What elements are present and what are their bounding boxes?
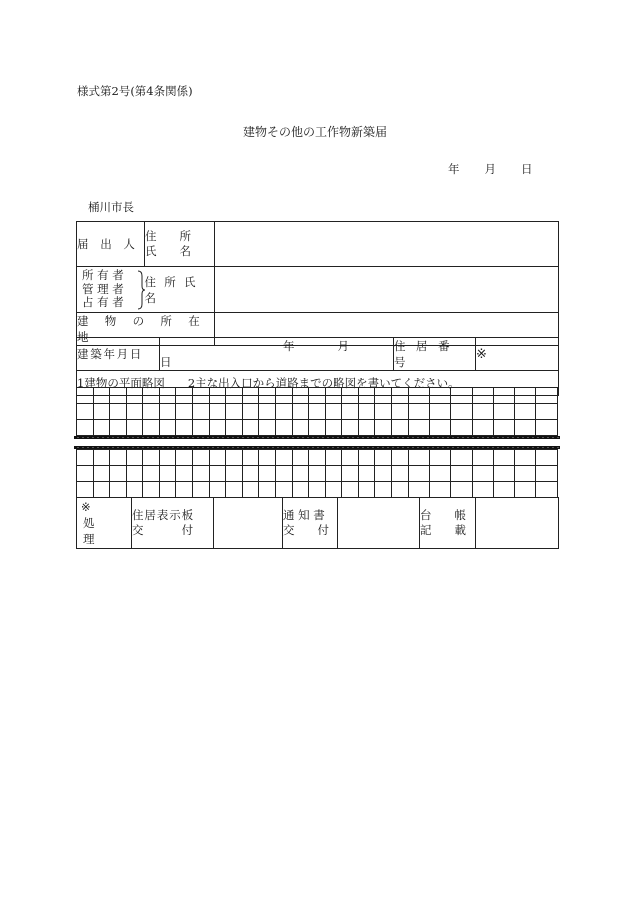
grid-cell[interactable] bbox=[259, 420, 276, 436]
grid-cell[interactable] bbox=[451, 404, 472, 420]
grid-cell[interactable] bbox=[325, 404, 342, 420]
grid-cell[interactable] bbox=[275, 450, 292, 466]
grid-cell[interactable] bbox=[209, 450, 226, 466]
processing-table bbox=[76, 497, 559, 549]
grid-cell[interactable] bbox=[536, 404, 558, 420]
brace-icon bbox=[137, 270, 145, 310]
grid-cell[interactable] bbox=[309, 482, 326, 498]
grid-cell[interactable] bbox=[242, 420, 259, 436]
grid-cell[interactable] bbox=[325, 450, 342, 466]
owner-row bbox=[77, 267, 559, 313]
grid-cell[interactable] bbox=[226, 450, 243, 466]
construction-year: 年 bbox=[283, 339, 295, 353]
grid-cell[interactable] bbox=[429, 420, 450, 436]
address-number-label: 住 居 番 号 bbox=[394, 338, 476, 371]
grid-cell[interactable] bbox=[358, 450, 375, 466]
grid-cell[interactable] bbox=[493, 450, 514, 466]
grid-cell[interactable] bbox=[110, 450, 127, 466]
grid-cell[interactable] bbox=[472, 450, 493, 466]
grid-cell[interactable] bbox=[493, 388, 514, 404]
construction-date-value[interactable] bbox=[160, 338, 394, 371]
processing-kome: ※ bbox=[81, 500, 91, 514]
grid-cell[interactable] bbox=[493, 466, 514, 482]
grid-cell[interactable] bbox=[242, 450, 259, 466]
grid-cell[interactable] bbox=[391, 482, 408, 498]
grid-cell[interactable] bbox=[515, 466, 536, 482]
grid-cell[interactable] bbox=[325, 388, 342, 404]
grid-cell[interactable] bbox=[325, 482, 342, 498]
grid-cell[interactable] bbox=[110, 466, 127, 482]
address-number-value[interactable]: ※ bbox=[476, 338, 559, 371]
grid-cell[interactable] bbox=[292, 450, 309, 466]
grid-cell[interactable] bbox=[126, 450, 143, 466]
owner-categories bbox=[77, 267, 145, 313]
grid-cell[interactable] bbox=[515, 482, 536, 498]
grid-row bbox=[77, 404, 558, 420]
grid-row bbox=[77, 388, 558, 404]
ledger-line1: 台 帳 bbox=[420, 508, 466, 522]
grid-cell[interactable] bbox=[93, 450, 110, 466]
sketch-grid-upper[interactable] bbox=[76, 387, 558, 436]
grid-cell[interactable] bbox=[391, 420, 408, 436]
grid-cell[interactable] bbox=[110, 388, 127, 404]
location-label: 建 物 の 所 在 地 bbox=[77, 313, 215, 346]
date-month: 月 bbox=[484, 162, 496, 176]
grid-cell[interactable] bbox=[408, 466, 429, 482]
grid-cell[interactable] bbox=[292, 482, 309, 498]
date-day: 日 bbox=[521, 162, 533, 176]
grid-cell[interactable] bbox=[472, 420, 493, 436]
grid-cell[interactable] bbox=[110, 404, 127, 420]
grid-cell[interactable] bbox=[77, 482, 94, 498]
construction-month: 月 bbox=[337, 339, 349, 353]
grid-cell[interactable] bbox=[451, 388, 472, 404]
grid-cell[interactable] bbox=[259, 404, 276, 420]
processing-label: 処 理 bbox=[83, 516, 118, 546]
grid-cell[interactable] bbox=[110, 420, 127, 436]
grid-cell[interactable] bbox=[226, 420, 243, 436]
grid-cell[interactable] bbox=[429, 450, 450, 466]
grid-cell[interactable] bbox=[126, 388, 143, 404]
grid-cell[interactable] bbox=[159, 404, 176, 420]
grid-cell[interactable] bbox=[536, 388, 558, 404]
grid-cell[interactable] bbox=[429, 404, 450, 420]
grid-cell[interactable] bbox=[176, 482, 193, 498]
owner-address-name-label: 住 所 氏 名 bbox=[145, 267, 215, 313]
grid-cell[interactable] bbox=[408, 388, 429, 404]
grid-cell[interactable] bbox=[515, 450, 536, 466]
grid-cell[interactable] bbox=[451, 466, 472, 482]
grid-cell[interactable] bbox=[93, 466, 110, 482]
grid-cell[interactable] bbox=[408, 420, 429, 436]
grid-cell[interactable] bbox=[77, 388, 94, 404]
grid-cell[interactable] bbox=[375, 482, 392, 498]
grid-cell[interactable] bbox=[209, 466, 226, 482]
grid-cell[interactable] bbox=[342, 466, 359, 482]
grid-cell[interactable] bbox=[358, 482, 375, 498]
applicant-label: 届 出 人 bbox=[77, 222, 145, 267]
grid-cell[interactable] bbox=[77, 466, 94, 482]
grid-cell[interactable] bbox=[159, 466, 176, 482]
grid-cell[interactable] bbox=[77, 450, 94, 466]
grid-cell[interactable] bbox=[259, 482, 276, 498]
grid-cell[interactable] bbox=[292, 404, 309, 420]
grid-cell[interactable] bbox=[536, 482, 558, 498]
owner-value[interactable] bbox=[215, 267, 559, 313]
grid-cell[interactable] bbox=[451, 482, 472, 498]
grid-cell[interactable] bbox=[193, 450, 210, 466]
grid-cell[interactable] bbox=[193, 420, 210, 436]
grid-cell[interactable] bbox=[226, 482, 243, 498]
grid-cell[interactable] bbox=[342, 482, 359, 498]
grid-cell[interactable] bbox=[93, 404, 110, 420]
grid-cell[interactable] bbox=[472, 482, 493, 498]
application-form bbox=[76, 221, 559, 346]
grid-cell[interactable] bbox=[358, 404, 375, 420]
grid-cell[interactable] bbox=[275, 404, 292, 420]
grid-cell[interactable] bbox=[375, 388, 392, 404]
grid-cell[interactable] bbox=[515, 388, 536, 404]
grid-row bbox=[77, 420, 558, 436]
grid-cell[interactable] bbox=[292, 420, 309, 436]
grid-cell[interactable] bbox=[358, 420, 375, 436]
construction-date-label: 建築年月日 bbox=[77, 338, 160, 371]
grid-cell[interactable] bbox=[493, 404, 514, 420]
grid-cell[interactable] bbox=[242, 466, 259, 482]
grid-cell[interactable] bbox=[309, 420, 326, 436]
document-title: 建物その他の工作物新築届 bbox=[242, 125, 387, 139]
grid-cell[interactable] bbox=[358, 466, 375, 482]
grid-cell[interactable] bbox=[193, 466, 210, 482]
grid-cell[interactable] bbox=[536, 420, 558, 436]
grid-cell[interactable] bbox=[77, 404, 94, 420]
grid-cell[interactable] bbox=[193, 482, 210, 498]
grid-cell[interactable] bbox=[126, 466, 143, 482]
grid-cell[interactable] bbox=[391, 388, 408, 404]
processing-label-cell bbox=[77, 498, 132, 549]
grid-cell[interactable] bbox=[309, 450, 326, 466]
grid-cell[interactable] bbox=[176, 404, 193, 420]
grid-cell[interactable] bbox=[176, 388, 193, 404]
sketch-instruction: 1建物の平面略図 2主な出入口から道路までの略図を書いてください。 bbox=[77, 371, 559, 396]
grid-cell[interactable] bbox=[176, 450, 193, 466]
ledger-label bbox=[420, 498, 476, 549]
construction-date-row bbox=[77, 338, 559, 371]
ledger-value[interactable] bbox=[476, 498, 559, 549]
grid-cell[interactable] bbox=[126, 482, 143, 498]
grid-cell[interactable] bbox=[193, 404, 210, 420]
grid-cell[interactable] bbox=[429, 388, 450, 404]
grid-cell[interactable] bbox=[472, 388, 493, 404]
grid-cell[interactable] bbox=[242, 404, 259, 420]
grid-cell[interactable] bbox=[309, 466, 326, 482]
grid-cell[interactable] bbox=[408, 450, 429, 466]
grid-cell[interactable] bbox=[209, 388, 226, 404]
grid-cell[interactable] bbox=[209, 420, 226, 436]
grid-cell[interactable] bbox=[342, 420, 359, 436]
notice-line2: 交 付 bbox=[283, 523, 329, 537]
processing-row bbox=[77, 498, 559, 549]
grid-cell[interactable] bbox=[536, 466, 558, 482]
owner-label: 所 有 者 bbox=[82, 268, 124, 283]
sketch-grid-lower[interactable] bbox=[76, 449, 558, 498]
grid-cell[interactable] bbox=[143, 466, 160, 482]
grid-cell[interactable] bbox=[93, 482, 110, 498]
address-plate-line1: 住居表示板 bbox=[132, 508, 195, 522]
grid-cell[interactable] bbox=[391, 404, 408, 420]
grid-cell[interactable] bbox=[143, 420, 160, 436]
grid-cell[interactable] bbox=[391, 450, 408, 466]
grid-cell[interactable] bbox=[429, 482, 450, 498]
grid-cell[interactable] bbox=[259, 450, 276, 466]
address-plate-label bbox=[132, 498, 214, 549]
form-number: 様式第2号(第4条関係) bbox=[77, 84, 193, 98]
grid-cell[interactable] bbox=[226, 466, 243, 482]
grid-row bbox=[77, 482, 558, 498]
grid-cell[interactable] bbox=[275, 420, 292, 436]
grid-cell[interactable] bbox=[342, 450, 359, 466]
grid-cell[interactable] bbox=[493, 482, 514, 498]
occupant-label: 占 有 者 bbox=[82, 295, 124, 310]
grid-row bbox=[77, 450, 558, 466]
cut-line-upper bbox=[74, 436, 560, 439]
grid-cell[interactable] bbox=[193, 388, 210, 404]
grid-cell[interactable] bbox=[143, 388, 160, 404]
applicant-row bbox=[77, 222, 559, 267]
grid-cell[interactable] bbox=[515, 420, 536, 436]
grid-cell[interactable] bbox=[515, 404, 536, 420]
name-label: 氏 名 bbox=[145, 244, 191, 258]
grid-cell[interactable] bbox=[143, 404, 160, 420]
grid-cell[interactable] bbox=[451, 450, 472, 466]
grid-cell[interactable] bbox=[275, 466, 292, 482]
grid-cell[interactable] bbox=[342, 388, 359, 404]
grid-cell[interactable] bbox=[126, 420, 143, 436]
grid-cell[interactable] bbox=[93, 420, 110, 436]
grid-cell[interactable] bbox=[110, 482, 127, 498]
notice-label bbox=[283, 498, 338, 549]
address-plate-value[interactable] bbox=[214, 498, 283, 549]
grid-cell[interactable] bbox=[429, 466, 450, 482]
submission-date bbox=[448, 161, 533, 177]
grid-cell[interactable] bbox=[159, 388, 176, 404]
recipient: 桶川市長 bbox=[88, 200, 134, 214]
grid-cell[interactable] bbox=[358, 388, 375, 404]
grid-cell[interactable] bbox=[472, 466, 493, 482]
grid-cell[interactable] bbox=[126, 404, 143, 420]
grid-cell[interactable] bbox=[325, 420, 342, 436]
manager-label: 管 理 者 bbox=[82, 281, 124, 296]
address-plate-line2: 交 付 bbox=[132, 523, 195, 537]
applicant-value[interactable] bbox=[215, 222, 559, 267]
grid-cell[interactable] bbox=[93, 388, 110, 404]
grid-cell[interactable] bbox=[375, 466, 392, 482]
grid-cell[interactable] bbox=[292, 388, 309, 404]
notice-line1: 通 知 書 bbox=[283, 508, 325, 522]
grid-cell[interactable] bbox=[275, 388, 292, 404]
applicant-field-labels bbox=[145, 222, 215, 267]
construction-day: 日 bbox=[160, 355, 172, 369]
grid-cell[interactable] bbox=[259, 466, 276, 482]
grid-cell[interactable] bbox=[275, 482, 292, 498]
grid-cell[interactable] bbox=[159, 482, 176, 498]
notice-value[interactable] bbox=[338, 498, 420, 549]
grid-cell[interactable] bbox=[309, 404, 326, 420]
grid-cell[interactable] bbox=[309, 388, 326, 404]
grid-cell[interactable] bbox=[143, 482, 160, 498]
grid-cell[interactable] bbox=[472, 404, 493, 420]
grid-cell[interactable] bbox=[176, 420, 193, 436]
date-year: 年 bbox=[448, 162, 460, 176]
grid-cell[interactable] bbox=[391, 466, 408, 482]
grid-cell[interactable] bbox=[375, 404, 392, 420]
grid-cell[interactable] bbox=[375, 450, 392, 466]
grid-cell[interactable] bbox=[226, 404, 243, 420]
grid-cell[interactable] bbox=[209, 482, 226, 498]
grid-cell[interactable] bbox=[77, 420, 94, 436]
grid-cell[interactable] bbox=[342, 404, 359, 420]
grid-row bbox=[77, 466, 558, 482]
grid-cell[interactable] bbox=[242, 388, 259, 404]
grid-cell[interactable] bbox=[493, 420, 514, 436]
grid-cell[interactable] bbox=[536, 450, 558, 466]
grid-cell[interactable] bbox=[408, 482, 429, 498]
grid-cell[interactable] bbox=[259, 388, 276, 404]
grid-cell[interactable] bbox=[292, 466, 309, 482]
grid-cell[interactable] bbox=[143, 450, 160, 466]
grid-cell[interactable] bbox=[159, 420, 176, 436]
grid-cell[interactable] bbox=[209, 404, 226, 420]
grid-cell[interactable] bbox=[159, 450, 176, 466]
grid-cell[interactable] bbox=[375, 420, 392, 436]
grid-cell[interactable] bbox=[242, 482, 259, 498]
grid-cell[interactable] bbox=[325, 466, 342, 482]
grid-cell[interactable] bbox=[408, 404, 429, 420]
grid-cell[interactable] bbox=[451, 420, 472, 436]
grid-cell[interactable] bbox=[226, 388, 243, 404]
address-label: 住 所 bbox=[145, 229, 191, 243]
grid-cell[interactable] bbox=[176, 466, 193, 482]
ledger-line2: 記 載 bbox=[420, 523, 466, 537]
